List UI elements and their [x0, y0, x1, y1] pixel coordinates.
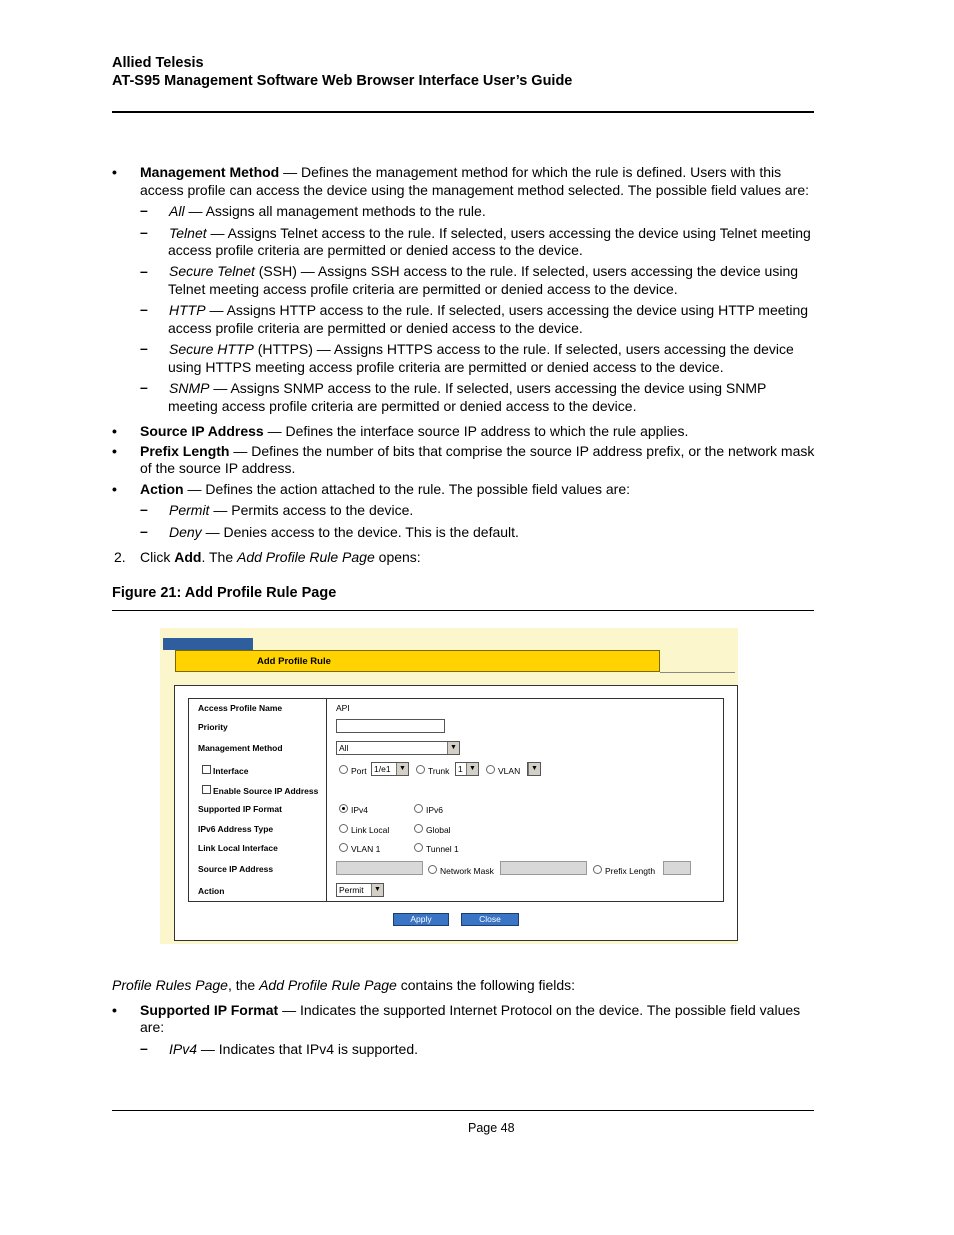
source-ip-input[interactable] — [336, 861, 423, 875]
action-item — [140, 480, 630, 498]
vlan-select[interactable] — [527, 762, 541, 776]
trunk-select[interactable] — [455, 762, 479, 776]
vlan1-label: VLAN 1 — [351, 844, 381, 854]
tunnel1-label: Tunnel 1 — [426, 844, 459, 854]
ipv4-term: IPv4 — [169, 1041, 198, 1057]
management-method-value: All — [339, 743, 349, 753]
step-post: opens: — [374, 549, 421, 565]
bullet: • — [112, 1002, 117, 1018]
port-select[interactable] — [371, 762, 409, 776]
step-italic: Add Profile Rule Page — [237, 549, 375, 565]
prefix-length-label: Prefix Length — [605, 866, 656, 876]
method-telnet-line2: access profile criteria are permitted or denied access to the device. — [168, 242, 583, 258]
mgmt-method-desc: — Defines the management method for which the rule is defined. Users with this — [279, 164, 782, 180]
supported-ip-item — [140, 1001, 800, 1019]
dash: – — [140, 501, 148, 517]
port-label: Port — [351, 766, 367, 776]
method-https-line2: using HTTPS meeting access profile criteria are permitted or denied access to the device. — [168, 359, 724, 375]
ipv6-radio[interactable] — [414, 804, 423, 813]
action-permit — [169, 501, 413, 519]
caption-rule — [112, 610, 814, 611]
label-management-method: Management Method — [198, 743, 283, 753]
step-bold: Add — [174, 549, 202, 565]
footer-rule — [112, 1110, 814, 1111]
management-method-select[interactable] — [336, 741, 460, 755]
method-telnet — [169, 224, 811, 242]
prefix-length-radio[interactable] — [593, 865, 602, 874]
document-title: AT-S95 Management Software Web Browser Interface User’s Guide — [112, 73, 573, 89]
method-term: Secure Telnet — [169, 263, 255, 279]
step-pre: Click — [140, 549, 175, 565]
fields-intro — [112, 976, 575, 994]
step-number: 2. — [114, 549, 126, 565]
label-enable-source-ip: Enable Source IP Address — [213, 786, 319, 796]
figure-caption: Figure 21: Add Profile Rule Page — [112, 585, 337, 601]
intro-post: contains the following fields: — [396, 977, 576, 993]
header-rule — [112, 111, 814, 113]
method-desc: — Assigns HTTP access to the rule. If selected, users accessing the device using HTTP meeting — [205, 302, 809, 318]
chevron-down-icon: ▼ — [528, 763, 540, 775]
intro-italic: Profile Rules Page — [112, 977, 228, 993]
method-http-line2: access profile criteria are permitted or denied access to the device. — [168, 320, 583, 336]
mgmt-method-term: Management Method — [140, 164, 280, 180]
port-radio[interactable] — [339, 765, 348, 774]
label-interface: Interface — [213, 766, 249, 776]
action-value: Permit — [339, 885, 364, 895]
figure-title-bar — [175, 650, 660, 672]
dash: – — [140, 1040, 148, 1056]
method-snmp-line2: meeting access profile criteria are permitted or denied access to the device. — [168, 398, 637, 414]
action-value-term: Deny — [169, 524, 202, 540]
port-value: 1/e1 — [374, 764, 391, 774]
dash: – — [140, 202, 148, 218]
method-http — [169, 301, 808, 319]
step-mid: . The — [201, 549, 237, 565]
trunk-label: Trunk — [428, 766, 450, 776]
dash: – — [140, 340, 148, 356]
chevron-down-icon: ▼ — [396, 763, 408, 775]
vlan1-radio[interactable] — [339, 843, 348, 852]
vlan-label: VLAN — [498, 766, 521, 776]
prefix-length-desc: — Defines the number of bits that comprise the source IP address prefix, or the network mask — [229, 443, 815, 459]
method-desc: — Assigns all management methods to the rule. — [184, 203, 486, 219]
chevron-down-icon: ▼ — [447, 742, 459, 754]
action-deny — [169, 523, 519, 541]
method-desc: — Assigns HTTPS access to the rule. If selected, users accessing the device — [312, 341, 794, 357]
dash: – — [140, 263, 148, 279]
link-local-radio[interactable] — [339, 824, 348, 833]
prefix-length-input[interactable] — [663, 861, 691, 875]
prefix-length-item — [140, 442, 814, 460]
method-ssh-line2: Telnet meeting access profile criteria are permitted or denied access to the device. — [168, 281, 678, 297]
global-label: Global — [426, 825, 451, 835]
ipv4-label: IPv4 — [351, 805, 369, 815]
priority-input[interactable] — [336, 719, 445, 733]
company-name: Allied Telesis — [112, 55, 204, 71]
method-suffix: (HTTPS) — [253, 341, 313, 357]
method-term: HTTP — [169, 302, 206, 318]
bullet: • — [112, 481, 117, 497]
source-ip-desc: — Defines the interface source IP address to which the rule applies. — [263, 423, 689, 439]
access-profile-name-value: API — [336, 703, 350, 713]
method-term: SNMP — [169, 380, 210, 396]
prefix-length-desc-2: of the source IP address. — [140, 460, 296, 476]
method-suffix: (SSH) — [254, 263, 297, 279]
method-desc: — Assigns SSH access to the rule. If selected, users accessing the device using — [296, 263, 799, 279]
dash: – — [140, 523, 148, 539]
trunk-value: 1 — [458, 764, 463, 774]
bullet: • — [112, 423, 117, 439]
trunk-radio[interactable] — [416, 765, 425, 774]
step-text — [140, 548, 421, 566]
figure-title: Add Profile Rule — [257, 656, 331, 667]
action-value-desc: — Permits access to the device. — [209, 502, 414, 518]
method-term: Telnet — [169, 225, 207, 241]
ipv4-radio[interactable] — [339, 804, 348, 813]
close-button[interactable]: Close — [461, 913, 519, 926]
source-ip-item — [140, 422, 688, 440]
ipv4-desc: — Indicates that IPv4 is supported. — [197, 1041, 419, 1057]
global-radio[interactable] — [414, 824, 423, 833]
link-local-label: Link Local — [351, 825, 390, 835]
mgmt-method-desc-2: access profile can access the device using the management method selected. The possible field values are: — [140, 182, 810, 198]
bullet: • — [112, 164, 117, 180]
method-desc: — Assigns Telnet access to the rule. If selected, users accessing the device using Telnet meeting — [206, 225, 811, 241]
prefix-length-term: Prefix Length — [140, 443, 230, 459]
ipv6-label: IPv6 — [426, 805, 444, 815]
title-underline — [660, 672, 735, 673]
form-column-divider — [326, 698, 327, 902]
ipv4-item — [169, 1040, 418, 1058]
interface-checkbox[interactable] — [202, 765, 211, 774]
action-desc: — Defines the action attached to the rule. The possible field values are: — [183, 481, 631, 497]
enable-source-ip-checkbox[interactable] — [202, 785, 211, 794]
label-access-profile-name: Access Profile Name — [198, 703, 283, 713]
method-term: Secure HTTP — [169, 341, 254, 357]
action-value-term: Permit — [169, 502, 210, 518]
vlan-radio[interactable] — [486, 765, 495, 774]
dash: – — [140, 379, 148, 395]
dash: – — [140, 224, 148, 240]
add-profile-rule-figure — [160, 628, 738, 944]
label-priority: Priority — [198, 722, 228, 732]
supported-ip-desc-2: are: — [140, 1019, 165, 1035]
label-supported-ip-format: Supported IP Format — [198, 804, 282, 814]
chevron-down-icon: ▼ — [371, 884, 383, 896]
tab-marker — [163, 638, 253, 650]
intro-italic-2: Add Profile Rule Page — [259, 977, 397, 993]
chevron-down-icon: ▼ — [466, 763, 478, 775]
method-desc: — Assigns SNMP access to the rule. If selected, users accessing the device using SNMP — [209, 380, 767, 396]
action-select[interactable] — [336, 883, 384, 897]
page-number: Page 48 — [468, 1121, 515, 1135]
method-ssh — [169, 262, 798, 280]
method-snmp — [169, 379, 766, 397]
supported-ip-desc: — Indicates the supported Internet Protocol on the device. The possible field values — [278, 1002, 801, 1018]
method-term: All — [169, 203, 185, 219]
apply-button[interactable]: Apply — [393, 913, 449, 926]
method-all — [169, 202, 486, 220]
action-term: Action — [140, 481, 184, 497]
tunnel1-radio[interactable] — [414, 843, 423, 852]
action-value-desc: — Denies access to the device. This is the default. — [201, 524, 519, 540]
label-source-ip-address: Source IP Address — [198, 864, 274, 874]
method-https — [169, 340, 794, 358]
bullet: • — [112, 443, 117, 459]
network-mask-label: Network Mask — [440, 866, 494, 876]
source-ip-term: Source IP Address — [140, 423, 264, 439]
label-link-local-interface: Link Local Interface — [198, 843, 278, 853]
network-mask-input[interactable] — [500, 861, 587, 875]
label-action: Action — [198, 886, 225, 896]
label-ipv6-address-type: IPv6 Address Type — [198, 824, 274, 834]
intro-mid: , the — [227, 977, 260, 993]
mgmt-method-item — [140, 163, 781, 181]
dash: – — [140, 301, 148, 317]
network-mask-radio[interactable] — [428, 865, 437, 874]
supported-ip-term: Supported IP Format — [140, 1002, 279, 1018]
